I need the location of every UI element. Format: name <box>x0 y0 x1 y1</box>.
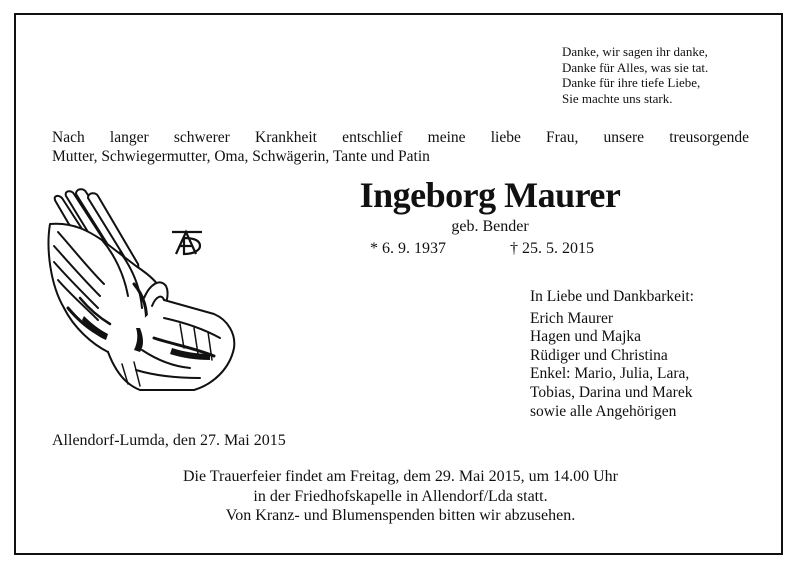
intro-text <box>52 128 749 166</box>
mourner-line: Hagen und Majka <box>530 328 642 346</box>
intro-line: Nach langer schwerer Krankheit entschlief meine liebe Frau, unsere treusorgende <box>52 129 749 146</box>
death-date: † 25. 5. 2015 <box>510 240 594 257</box>
birth-name: geb. Bender <box>451 218 529 235</box>
mourner-line: sowie alle Angehörigen <box>530 402 677 420</box>
mourner-line: Tobias, Darina und Marek <box>530 383 693 401</box>
place-date: Allendorf-Lumda, den 27. Mai 2015 <box>52 432 286 449</box>
mourner-line: Erich Maurer <box>530 309 614 327</box>
mourners-block <box>530 288 694 421</box>
funeral-line: in der Friedhofskapelle in Allendorf/Lda statt. <box>253 487 548 505</box>
monogram-icon <box>172 232 202 254</box>
poem-block <box>562 44 782 106</box>
poem-line: Danke, wir sagen ihr danke, <box>562 44 708 59</box>
funeral-line: Von Kranz- und Blumenspenden bitten wir abzusehen. <box>225 507 576 524</box>
funeral-line: Die Trauerfeier findet am Freitag, dem 29. Mai 2015, um 14.00 Uhr <box>182 468 619 485</box>
poem-line: Sie machte uns stark. <box>562 90 673 106</box>
mourners-heading: In Liebe und Dankbarkeit: <box>530 288 694 305</box>
mourner-line: Enkel: Mario, Julia, Lara, <box>530 365 690 383</box>
mourner-line: Rüdiger und Christina <box>530 346 668 364</box>
poem-line: Danke für ihre tiefe Liebe, <box>562 75 701 90</box>
deceased-name: Ingeborg Maurer <box>359 175 621 215</box>
intro-line: Mutter, Schwiegermutter, Oma, Schwägerin, Tante und Patin <box>52 148 430 165</box>
praying-hands-icon <box>44 188 240 394</box>
birth-date: * 6. 9. 1937 <box>370 240 446 257</box>
poem-line: Danke für Alles, was sie tat. <box>562 59 709 75</box>
funeral-info <box>52 467 749 526</box>
